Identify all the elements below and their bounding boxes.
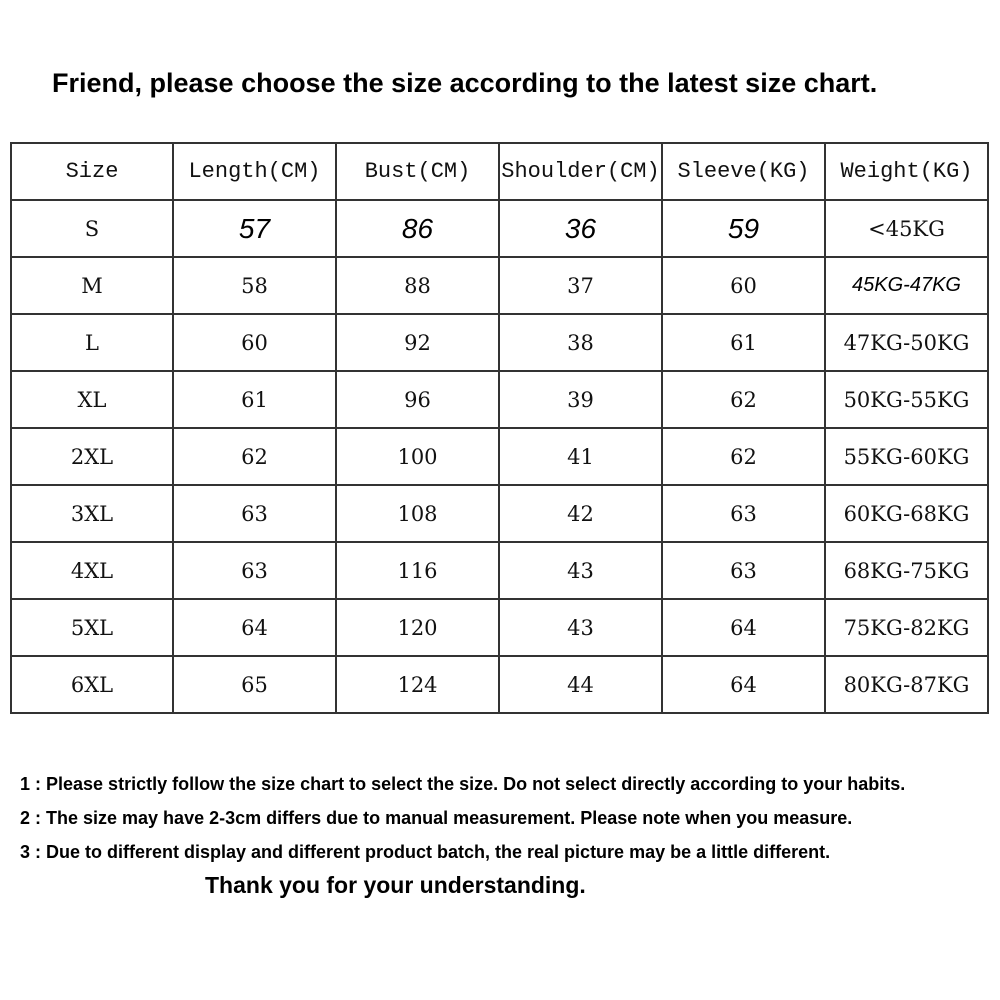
cell-size: S bbox=[11, 200, 173, 257]
cell-weight: 47KG-50KG bbox=[825, 314, 988, 371]
cell-size: L bbox=[11, 314, 173, 371]
notes-list bbox=[20, 772, 905, 874]
cell-weight: 60KG-68KG bbox=[825, 485, 988, 542]
cell-size: 3XL bbox=[11, 485, 173, 542]
cell-length: 64 bbox=[173, 599, 336, 656]
cell-shoulder: 43 bbox=[499, 542, 662, 599]
cell-size: XL bbox=[11, 371, 173, 428]
cell-sleeve: 63 bbox=[662, 542, 825, 599]
cell-bust: 96 bbox=[336, 371, 499, 428]
header-shoulder: Shoulder(CM) bbox=[499, 143, 662, 200]
cell-bust: 124 bbox=[336, 656, 499, 713]
cell-weight: <45KG bbox=[825, 200, 988, 257]
cell-bust: 120 bbox=[336, 599, 499, 656]
cell-sleeve: 63 bbox=[662, 485, 825, 542]
thank-you-text: Thank you for your understanding. bbox=[205, 872, 586, 898]
cell-size: 5XL bbox=[11, 599, 173, 656]
cell-shoulder: 44 bbox=[499, 656, 662, 713]
table-row bbox=[11, 656, 988, 713]
cell-sleeve: 64 bbox=[662, 656, 825, 713]
cell-length: 62 bbox=[173, 428, 336, 485]
table-header-row bbox=[11, 143, 988, 200]
cell-bust: 100 bbox=[336, 428, 499, 485]
table-row bbox=[11, 314, 988, 371]
cell-bust: 88 bbox=[336, 257, 499, 314]
cell-length: 58 bbox=[173, 257, 336, 314]
page-title: Friend, please choose the size according to the latest size chart. bbox=[52, 68, 878, 98]
header-length: Length(CM) bbox=[173, 143, 336, 200]
cell-length: 63 bbox=[173, 542, 336, 599]
cell-shoulder: 37 bbox=[499, 257, 662, 314]
cell-sleeve: 59 bbox=[662, 200, 825, 257]
header-size: Size bbox=[11, 143, 173, 200]
cell-length: 65 bbox=[173, 656, 336, 713]
cell-shoulder: 43 bbox=[499, 599, 662, 656]
note-item: 3 : Due to different display and different product batch, the real picture may be a little different. bbox=[20, 842, 831, 862]
cell-size: M bbox=[11, 257, 173, 314]
table-row bbox=[11, 428, 988, 485]
cell-sleeve: 60 bbox=[662, 257, 825, 314]
cell-shoulder: 38 bbox=[499, 314, 662, 371]
cell-shoulder: 39 bbox=[499, 371, 662, 428]
cell-length: 57 bbox=[173, 200, 336, 257]
cell-shoulder: 36 bbox=[499, 200, 662, 257]
table-row bbox=[11, 200, 988, 257]
table-row bbox=[11, 371, 988, 428]
cell-bust: 92 bbox=[336, 314, 499, 371]
table-row bbox=[11, 542, 988, 599]
header-bust: Bust(CM) bbox=[336, 143, 499, 200]
cell-size: 4XL bbox=[11, 542, 173, 599]
cell-weight: 55KG-60KG bbox=[825, 428, 988, 485]
cell-sleeve: 62 bbox=[662, 371, 825, 428]
cell-length: 60 bbox=[173, 314, 336, 371]
cell-size: 2XL bbox=[11, 428, 173, 485]
cell-sleeve: 61 bbox=[662, 314, 825, 371]
cell-shoulder: 42 bbox=[499, 485, 662, 542]
cell-sleeve: 62 bbox=[662, 428, 825, 485]
cell-sleeve: 64 bbox=[662, 599, 825, 656]
note-item: 1 : Please strictly follow the size chart to select the size. Do not select directly according to your habits. bbox=[20, 774, 906, 794]
table-row bbox=[11, 485, 988, 542]
cell-weight: 68KG-75KG bbox=[825, 542, 988, 599]
cell-weight: 50KG-55KG bbox=[825, 371, 988, 428]
cell-weight: 45KG-47KG bbox=[825, 257, 988, 314]
header-sleeve: Sleeve(KG) bbox=[662, 143, 825, 200]
cell-bust: 108 bbox=[336, 485, 499, 542]
cell-size: 6XL bbox=[11, 656, 173, 713]
cell-bust: 116 bbox=[336, 542, 499, 599]
cell-shoulder: 41 bbox=[499, 428, 662, 485]
cell-weight: 75KG-82KG bbox=[825, 599, 988, 656]
header-weight: Weight(KG) bbox=[825, 143, 988, 200]
table-row bbox=[11, 257, 988, 314]
cell-weight: 80KG-87KG bbox=[825, 656, 988, 713]
table-row bbox=[11, 599, 988, 656]
cell-length: 63 bbox=[173, 485, 336, 542]
cell-bust: 86 bbox=[336, 200, 499, 257]
note-item: 2 : The size may have 2-3cm differs due to manual measurement. Please note when you measure. bbox=[20, 808, 853, 828]
size-chart-table bbox=[10, 142, 989, 714]
cell-length: 61 bbox=[173, 371, 336, 428]
